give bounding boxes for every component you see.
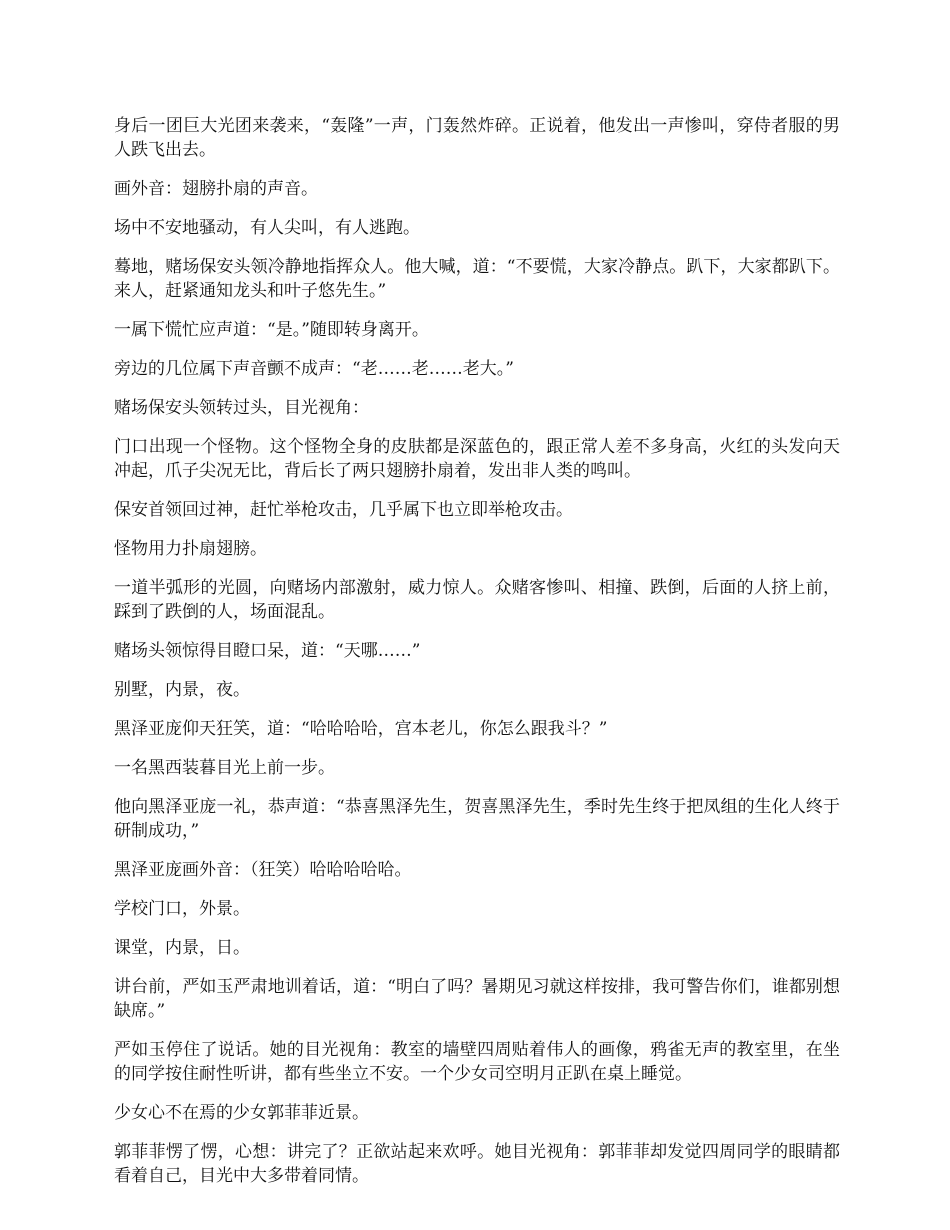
paragraph: 郭菲菲愣了愣，心想：讲完了？正欲站起来欢呼。她目光视角：郭菲菲却发觉四周同学的眼睛都看着自己，目光中大多带着同情。 bbox=[114, 1142, 840, 1186]
document-body bbox=[114, 114, 840, 1203]
paragraph: 保安首领回过神，赶忙举枪攻击，几乎属下也立即举枪攻击。 bbox=[114, 500, 573, 520]
paragraph: 一属下慌忙应声道：“是。”随即转身离开。 bbox=[114, 320, 429, 340]
paragraph: 严如玉停住了说话。她的目光视角：教室的墙壁四周贴着伟人的画像，鸦雀无声的教室里，在坐的同学按住耐性听讲，都有些坐立不安。一个少女司空明月正趴在桌上睡觉。 bbox=[114, 1040, 840, 1084]
paragraph: 黑泽亚庞画外音：（狂笑）哈哈哈哈哈。 bbox=[114, 860, 412, 880]
paragraph: 怪物用力扑扇翅膀。 bbox=[114, 539, 267, 559]
paragraph: 黑泽亚庞仰天狂笑，道：“哈哈哈哈，宫本老儿，你怎么跟我斗？” bbox=[114, 719, 608, 739]
paragraph: 画外音：翅膀扑扇的声音。 bbox=[114, 179, 318, 199]
paragraph: 蓦地，赌场保安头领冷静地指挥众人。他大喊，道：“不要慌，大家冷静点。趴下，大家都趴下。来人，赶紧通知龙头和叶子悠先生。” bbox=[114, 257, 840, 301]
paragraph: 身后一团巨大光团来袭来，“轰隆”一声，门轰然炸碎。正说着，他发出一声惨叫，穿侍者服的男人跌飞出去。 bbox=[114, 116, 840, 160]
paragraph: 别墅，内景，夜。 bbox=[114, 680, 250, 700]
paragraph: 旁边的几位属下声音颤不成声：“老……老……老大。” bbox=[114, 359, 514, 379]
paragraph: 赌场头领惊得目瞪口呆，道：“天哪……” bbox=[114, 641, 421, 661]
paragraph: 少女心不在焉的少女郭菲菲近景。 bbox=[114, 1103, 369, 1123]
paragraph: 赌场保安头领转过头，目光视角： bbox=[114, 398, 369, 418]
paragraph: 讲台前，严如玉严肃地训着话，道：“明白了吗？暑期见习就这样按排，我可警告你们，谁都别想缺席。” bbox=[114, 977, 840, 1021]
paragraph: 一道半弧形的光圆，向赌场内部激射，威力惊人。众赌客惨叫、相撞、跌倒，后面的人挤上前，踩到了跌倒的人，场面混乱。 bbox=[114, 578, 840, 622]
paragraph: 他向黑泽亚庞一礼，恭声道：“恭喜黑泽先生，贺喜黑泽先生，季时先生终于把凤组的生化人终于研制成功，” bbox=[114, 797, 840, 841]
paragraph: 学校门口，外景。 bbox=[114, 899, 250, 919]
paragraph: 课堂，内景，日。 bbox=[114, 938, 250, 958]
paragraph: 门口出现一个怪物。这个怪物全身的皮肤都是深蓝色的，跟正常人差不多身高，火红的头发向天冲起，爪子尖况无比，背后长了两只翅膀扑扇着，发出非人类的鸣叫。 bbox=[114, 437, 840, 481]
paragraph: 场中不安地骚动，有人尖叫，有人逃跑。 bbox=[114, 218, 420, 238]
paragraph: 一名黑西装暮目光上前一步。 bbox=[114, 758, 335, 778]
